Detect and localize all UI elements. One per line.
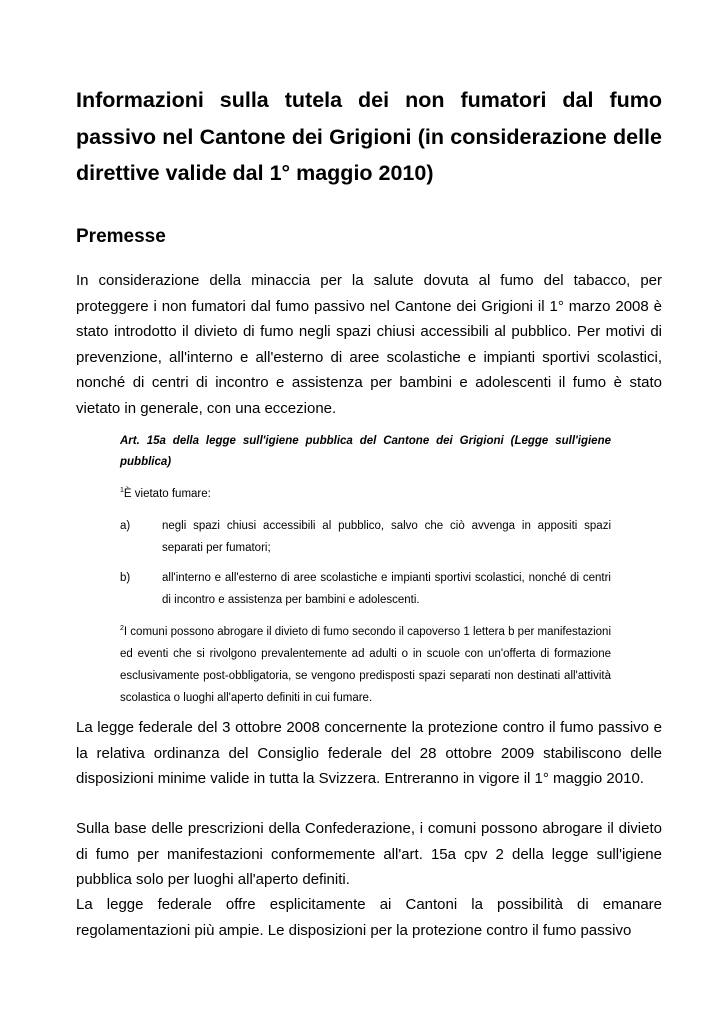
paragraph-text: I comuni possono abrogare il divieto di fumo secondo il capoverso 1 lettera b per manifestazioni ed eventi che si rivolgono prevalentemente ad adulti o in scuole con un'offerta di formazione esclusivamente post-obbligatoria, se vengono predisposti spazi separati non destinati all'attività scolastica o luoghi all'aperto definiti in cui fumare. xyxy=(120,626,612,704)
document-title: Informazioni sulla tutela dei non fumatori dal fumo passivo nel Cantone dei Grigioni (in considerazione delle direttive valide dal 1° maggio 2010) xyxy=(76,88,662,185)
communes-paragraph: Sulla base delle prescrizioni della Confederazione, i comuni possono abrogare il divieto di fumo per manifestazioni conformemente all'art. 15a cpv 2 della legge sull'igiene pubblica solo per luoghi all'aperto definiti. xyxy=(76,820,662,888)
paragraph-text: È vietato fumare: xyxy=(123,488,211,500)
cantons-paragraph: La legge federale offre esplicitamente ai Cantoni la possibilità di emanare regolamentazioni più ampie. Le disposizioni per la protezione contro il fumo passivo xyxy=(76,896,662,939)
item-text: negli spazi chiusi accessibili al pubblico, salvo che ciò avvenga in appositi spazi separati per fumatori; xyxy=(162,520,611,554)
paragraph-number: 2 xyxy=(120,625,124,632)
law-quote-paragraph-1 xyxy=(120,484,611,504)
federal-law-paragraph: La legge federale del 3 ottobre 2008 concernente la protezione contro il fumo passivo e la relativa ordinanza del Consiglio federale del 28 ottobre 2009 stabiliscono delle disposizioni minime valide in tutta la Svizzera. Entreranno in vigore il 1° maggio 2010. xyxy=(76,719,662,787)
law-quote-item-a xyxy=(120,515,611,559)
intro-paragraph: In considerazione della minaccia per la salute dovuta al fumo del tabacco, per proteggere i non fumatori dal fumo passivo nel Cantone dei Grigioni il 1° marzo 2008 è stato introdotto il divieto di fumo negli spazi chiusi accessibili al pubblico. Per motivi di prevenzione, all'interno e all'esterno di aree scolastiche e impianti sportivi scolastici, nonché di centri di incontro e assistenza per bambini e adolescenti il fumo è stato vietato in generale, con una eccezione. xyxy=(76,272,662,417)
item-text: all'interno e all'esterno di aree scolastiche e impianti sportivi scolastici, nonché di centri di incontro e assistenza per bambini e adolescenti. xyxy=(162,572,611,606)
law-quote-item-b xyxy=(120,567,611,611)
paragraph-number: 1 xyxy=(120,487,124,494)
section-heading: Premesse xyxy=(76,226,166,247)
law-quote-heading: Art. 15a della legge sull'igiene pubblica del Cantone dei Grigioni (Legge sull'igiene pubblica) xyxy=(120,435,611,468)
item-label: a) xyxy=(120,520,131,532)
law-quote-paragraph-2 xyxy=(120,621,611,709)
item-label: b) xyxy=(120,572,131,584)
